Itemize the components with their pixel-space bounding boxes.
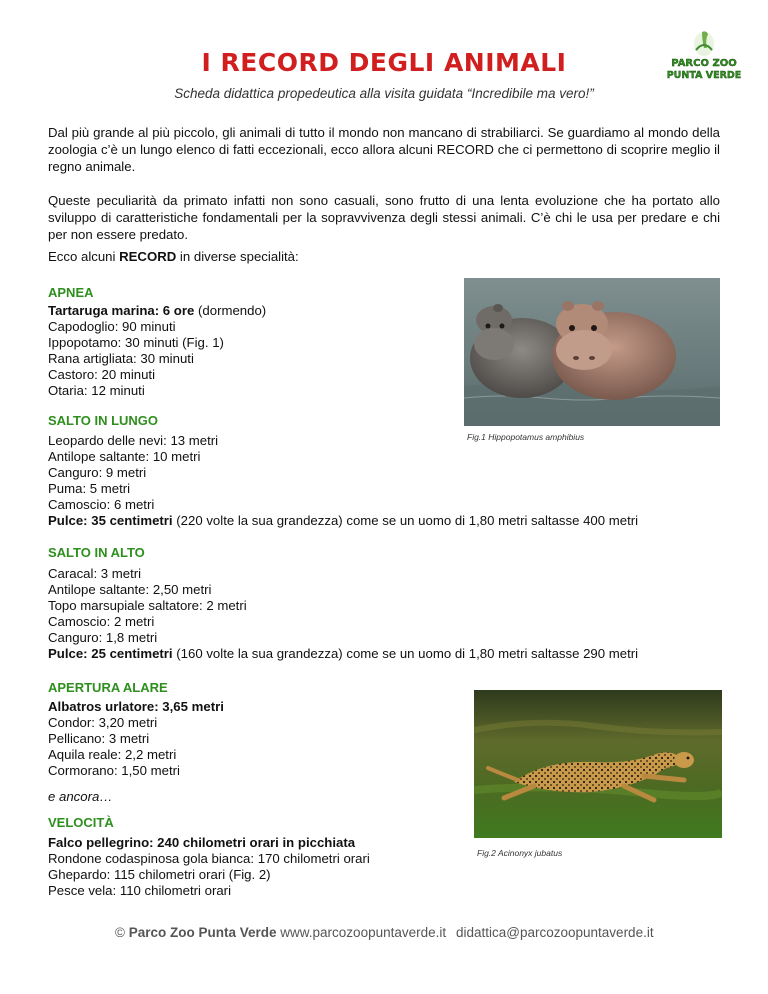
list-item: Topo marsupiale saltatore: 2 metri <box>48 598 247 613</box>
section-heading-velocita: VELOCITÀ <box>48 815 114 830</box>
salto-alto-list <box>48 566 638 662</box>
list-item: Ghepardo: 115 chilometri orari (Fig. 2) <box>48 867 271 882</box>
list-item: Camoscio: 6 metri <box>48 497 155 512</box>
list-item: Pulce: 35 centimetri (220 volte la sua grandezza) come se un uomo di 1,80 metri saltasse 400 metri <box>48 513 639 528</box>
zoo-logo <box>666 28 742 84</box>
apnea-list <box>48 303 266 399</box>
figure-2-caption: Fig.2 Acinonyx jubatus <box>477 848 563 858</box>
list-item: Otaria: 12 minuti <box>48 383 145 398</box>
list-item: Pulce: 25 centimetri (160 volte la sua grandezza) come se un uomo di 1,80 metri saltasse 290 metri <box>48 646 639 661</box>
list-item: Leopardo delle nevi: 13 metri <box>48 433 219 448</box>
list-item: Antilope saltante: 10 metri <box>48 449 201 464</box>
cheetah-photo <box>474 690 722 838</box>
list-item: Cormorano: 1,50 metri <box>48 763 180 778</box>
intro-paragraph-3: Ecco alcuni RECORD in diverse specialità: <box>48 249 299 264</box>
list-item: Pesce vela: 110 chilometri orari <box>48 883 231 898</box>
record-emphasis: RECORD <box>119 249 177 264</box>
footer-org: Parco Zoo Punta Verde <box>128 925 277 940</box>
intro-paragraph-2: Queste peculiarità da primato infatti non sono casuali, sono frutto di una lenta evoluzione che ha portato allo sviluppo di caratteristiche fondamentali per la sopravvivenza degli stessi animali. C’è chi le usa per predare e chi per non essere predato. <box>48 193 720 242</box>
salto-lungo-list <box>48 433 638 529</box>
section-heading-salto-alto: SALTO IN ALTO <box>48 545 145 560</box>
list-item: Capodoglio: 90 minuti <box>48 319 176 334</box>
velocita-list <box>48 835 370 899</box>
intro-paragraph-1: Dal più grande al più piccolo, gli animali di tutto il mondo non mancano di strabiliarci. Se guardiamo al mondo della zoologia c’è un lungo elenco di fatti eccezionali, ecco allora alcuni RECORD che ci permettono di scoprire meglio il regno animale. <box>48 125 720 174</box>
list-item: Canguro: 1,8 metri <box>48 630 158 645</box>
list-item: Castoro: 20 minuti <box>48 367 156 382</box>
list-item: Ippopotamo: 30 minuti (Fig. 1) <box>48 335 224 350</box>
list-item: Rondone codaspinosa gola bianca: 170 chilometri orari <box>48 851 370 866</box>
footer-email-link[interactable]: didattica@parcozoopuntaverde.it <box>456 925 654 940</box>
list-item: Canguro: 9 metri <box>48 465 147 480</box>
list-item: Falco pellegrino: 240 chilometri orari in picchiata <box>48 835 356 850</box>
list-item: Caracal: 3 metri <box>48 566 142 581</box>
list-item: Albatros urlatore: 3,65 metri <box>48 699 224 714</box>
section-heading-apnea: APNEA <box>48 285 94 300</box>
copyright-symbol: © <box>115 925 125 940</box>
section-heading-apertura-alare: APERTURA ALARE <box>48 680 168 695</box>
page-title: I RECORD DEGLI ANIMALI <box>201 48 567 77</box>
list-item: Pellicano: 3 metri <box>48 731 150 746</box>
list-item: Condor: 3,20 metri <box>48 715 158 730</box>
svg-text:PARCO ZOO: PARCO ZOO <box>671 58 737 69</box>
page-subtitle: Scheda didattica propedeutica alla visita guidata “Incredibile ma vero!” <box>174 86 594 101</box>
list-item: Antilope saltante: 2,50 metri <box>48 582 212 597</box>
footer-website-link[interactable]: www.parcozoopuntaverde.it <box>280 925 447 940</box>
list-item: Puma: 5 metri <box>48 481 131 496</box>
list-item: Rana artigliata: 30 minuti <box>48 351 194 366</box>
list-item: Camoscio: 2 metri <box>48 614 155 629</box>
section-heading-salto-lungo: SALTO IN LUNGO <box>48 413 159 428</box>
more-text: e ancora… <box>48 789 113 804</box>
apertura-alare-list <box>48 699 224 779</box>
hippo-photo <box>464 278 720 426</box>
list-item: Tartaruga marina: 6 ore (dormendo) <box>48 303 267 318</box>
svg-text:PUNTA VERDE: PUNTA VERDE <box>666 70 742 81</box>
list-item: Aquila reale: 2,2 metri <box>48 747 177 762</box>
figure-1-caption: Fig.1 Hippopotamus amphibius <box>467 432 585 442</box>
